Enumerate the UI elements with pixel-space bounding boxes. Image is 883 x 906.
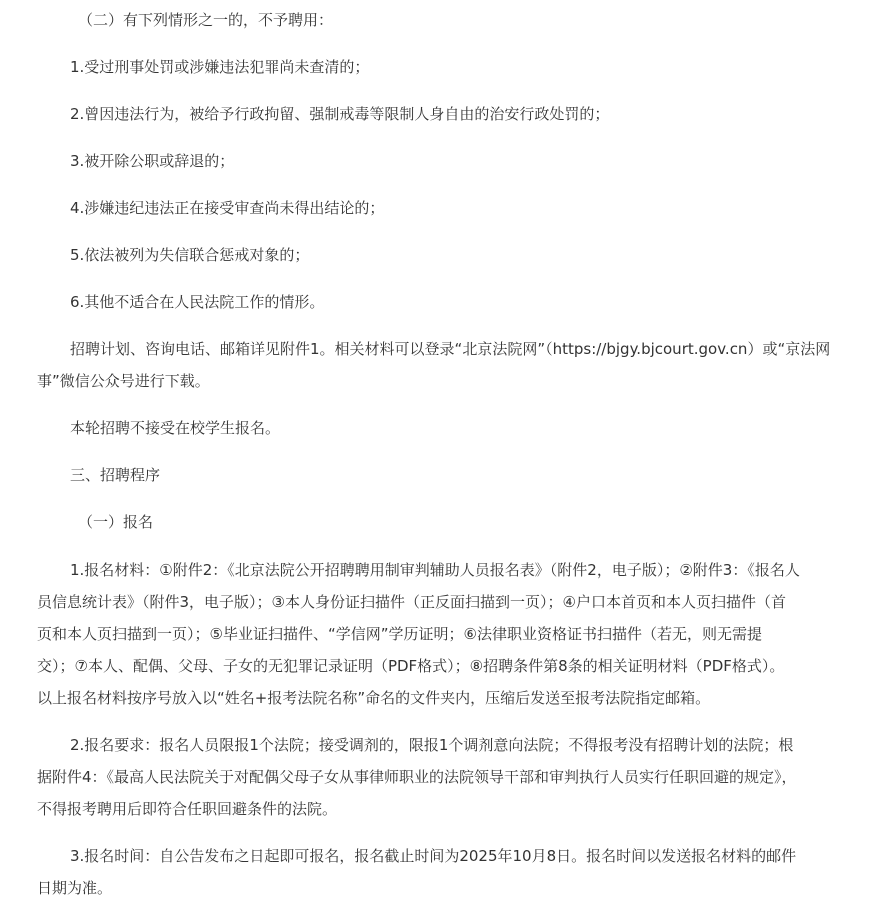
section-three-heading: 三、招聘程序 xyxy=(70,466,161,484)
materials-line-4: 交）；⑦本人、配偶、父母、子女的无犯罪记录证明（PDF格式）；⑧招聘条件第8条的相关证明材料（PDF格式）。 xyxy=(37,657,785,675)
materials-line-2: 员信息统计表》（附件3，电子版）；③本人身份证扫描件（正反面扫描到一页）；④户口本首页和本人页扫描件（首 xyxy=(37,593,786,611)
contact-paragraph-line-2: 事”微信公众号进行下载。 xyxy=(37,372,210,390)
condition-item-4: 4.涉嫌违纪违法正在接受审查尚未得出结论的； xyxy=(70,199,385,217)
condition-item-5: 5.依法被列为失信联合惩戒对象的； xyxy=(70,246,310,264)
requirements-line-2: 据附件4：《最高人民法院关于对配偶父母子女从事律师职业的法院领导干部和审判执行人员实行任职回避的规定》， xyxy=(37,768,797,786)
registration-subheading: （一）报名 xyxy=(78,513,154,531)
condition-item-1: 1.受过刑事处罚或涉嫌违法犯罪尚未查清的； xyxy=(70,58,370,76)
materials-line-3: 页和本人页扫描到一页）；⑤毕业证扫描件、“学信网”学历证明；⑥法律职业资格证书扫描件（若无，则无需提 xyxy=(37,625,762,643)
contact-paragraph-line-1: 招聘计划、咨询电话、邮箱详见附件1。相关材料可以登录“北京法院网”（https://bjgy.bjcourt.gov.cn）或“京法网 xyxy=(70,340,831,358)
time-line-2: 日期为准。 xyxy=(37,879,113,897)
time-line-1: 3.报名时间：自公告发布之日起即可报名，报名截止时间为2025年10月8日。报名时间以发送报名材料的邮件 xyxy=(70,847,797,865)
materials-line-1: 1.报名材料：①附件2：《北京法院公开招聘聘用制审判辅助人员报名表》（附件2，电子版）；②附件3：《报名人 xyxy=(70,561,800,579)
condition-item-2: 2.曾因违法行为，被给予行政拘留、强制戒毒等限制人身自由的治安行政处罚的； xyxy=(70,105,610,123)
materials-line-5: 以上报名材料按序号放入以“姓名+报考法院名称”命名的文件夹内，压缩后发送至报考法院指定邮箱。 xyxy=(37,689,711,707)
section-two-heading: （二）有下列情形之一的，不予聘用： xyxy=(78,11,334,29)
condition-item-6: 6.其他不适合在人民法院工作的情形。 xyxy=(70,293,325,311)
requirements-line-1: 2.报名要求：报名人员限报1个法院；接受调剂的，限报1个调剂意向法院；不得报考没有招聘计划的法院；根 xyxy=(70,736,794,754)
condition-item-3: 3.被开除公职或辞退的； xyxy=(70,152,235,170)
requirements-line-3: 不得报考聘用后即符合任职回避条件的法院。 xyxy=(37,800,338,818)
student-notice: 本轮招聘不接受在校学生报名。 xyxy=(70,419,281,437)
